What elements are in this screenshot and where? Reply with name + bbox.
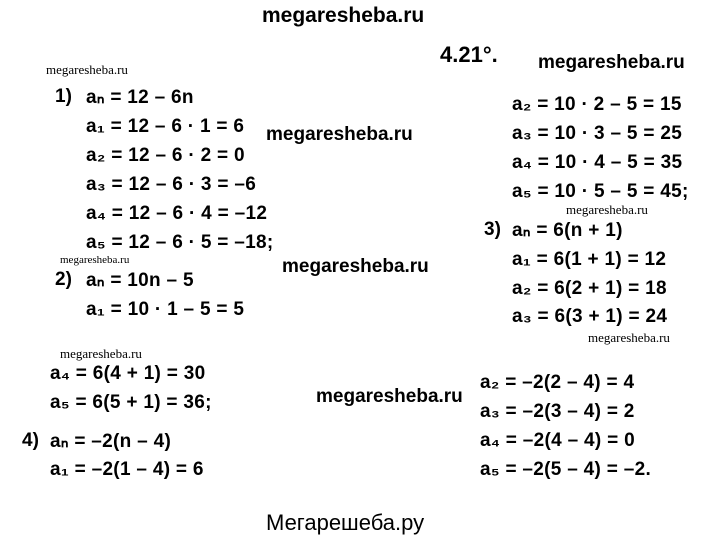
part-1-line-5: a₅ = 12 – 6 · 5 = –18;	[86, 232, 274, 253]
part-2-line-0: aₙ = 10n – 5	[86, 270, 194, 291]
part-2-cont-1: a₃ = 10 · 3 – 5 = 25	[512, 123, 683, 144]
part-3-cont-1: a₅ = 6(5 + 1) = 36;	[50, 392, 212, 413]
exercise-number: 4.21°.	[440, 42, 498, 67]
watermark-small-right-lower: megaresheba.ru	[588, 330, 670, 345]
part-1-line-3: a₃ = 12 – 6 · 3 = –6	[86, 174, 257, 195]
part-1-line-2: a₂ = 12 – 6 · 2 = 0	[86, 145, 245, 166]
watermark-top: megaresheba.ru	[262, 4, 425, 27]
watermark-small-left-lower: megaresheba.ru	[60, 346, 142, 361]
part-2-line-1: a₁ = 10 · 1 – 5 = 5	[86, 299, 245, 320]
part-3-line-3: a₃ = 6(3 + 1) = 24	[512, 306, 668, 327]
part-3-line-1: a₁ = 6(1 + 1) = 12	[512, 249, 667, 270]
part-2-cont-2: a₄ = 10 · 4 – 5 = 35	[512, 152, 683, 173]
part-4-cont-3: a₅ = –2(5 – 4) = –2.	[480, 459, 652, 480]
part-1-label: 1)	[55, 86, 72, 107]
part-2-label: 2)	[55, 269, 72, 290]
part-3-label: 3)	[484, 219, 501, 240]
part-3-cont-0: a₄ = 6(4 + 1) = 30	[50, 363, 206, 384]
watermark-center: megaresheba.ru	[282, 256, 429, 277]
part-1-line-1: a₁ = 12 – 6 · 1 = 6	[86, 116, 245, 137]
footer-site: Мегарешеба.ру	[266, 510, 425, 535]
watermark-right-top: megaresheba.ru	[538, 52, 685, 73]
part-2-cont-3: a₅ = 10 · 5 – 5 = 45;	[512, 181, 689, 202]
part-2-cont-0: a₂ = 10 · 2 – 5 = 15	[512, 94, 682, 115]
part-3-line-2: a₂ = 6(2 + 1) = 18	[512, 278, 667, 299]
part-4-label: 4)	[22, 430, 39, 451]
watermark-mid-left: megaresheba.ru	[266, 124, 413, 145]
watermark-small-right: megaresheba.ru	[566, 202, 648, 217]
part-4-cont-1: a₃ = –2(3 – 4) = 2	[480, 401, 635, 422]
part-4-cont-0: a₂ = –2(2 – 4) = 4	[480, 372, 635, 393]
part-1-line-0: aₙ = 12 – 6n	[86, 87, 194, 108]
part-4-line-1: a₁ = –2(1 – 4) = 6	[50, 459, 204, 480]
watermark-small-topleft: megaresheba.ru	[46, 62, 128, 77]
part-3-line-0: aₙ = 6(n + 1)	[512, 220, 623, 241]
part-4-line-0: aₙ = –2(n – 4)	[50, 431, 172, 452]
watermark-center-lower: megaresheba.ru	[316, 386, 463, 407]
part-1-line-4: a₄ = 12 – 6 · 4 = –12	[86, 203, 268, 224]
watermark-small-part2: megaresheba.ru	[60, 254, 130, 266]
part-4-cont-2: a₄ = –2(4 – 4) = 0	[480, 430, 635, 451]
